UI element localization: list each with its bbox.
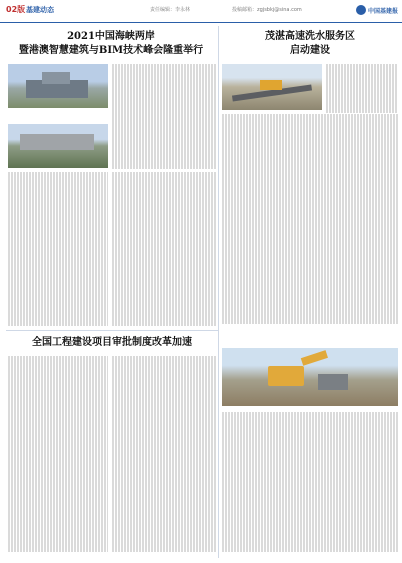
logo-mark-icon xyxy=(356,5,366,15)
right-title-line-2: 启动建设 xyxy=(290,45,330,56)
left-title-line-2: 暨港澳智慧建筑与BIM技术峰会隆重举行 xyxy=(18,45,204,56)
service-area-photo xyxy=(222,64,322,110)
page-header xyxy=(0,0,402,23)
right-col-c-text xyxy=(222,412,398,552)
left-col-c-text xyxy=(112,172,216,326)
summit-photo-2 xyxy=(8,124,108,168)
section-divider xyxy=(6,330,218,331)
bottom-article-title: 全国工程建设项目审批制度改革加速 xyxy=(32,337,192,348)
left-article-title xyxy=(6,30,216,58)
construction-machinery-photo xyxy=(222,348,398,406)
left-col-a-text xyxy=(112,64,216,169)
right-article-title xyxy=(222,30,398,58)
summit-photo-1 xyxy=(8,64,108,108)
page-number: 02版 xyxy=(6,5,26,14)
section-name: 基建动态 xyxy=(26,6,54,14)
bottom-col-b-text xyxy=(112,356,216,552)
right-title-line-1: 茂湛高速洗水服务区 xyxy=(265,31,355,42)
left-col-b-text xyxy=(8,172,108,326)
right-col-a-text xyxy=(326,64,398,113)
bottom-col-a-text xyxy=(8,356,108,552)
brand-name: 中国基建报 xyxy=(368,8,399,15)
right-col-b-text xyxy=(222,114,398,324)
email-line: 投稿邮箱：zgjsbkj@sina.com xyxy=(232,7,302,13)
editor-line: 责任编辑：李永林 xyxy=(150,7,191,13)
left-title-line-1: 2021中国海峡两岸 xyxy=(67,31,155,42)
column-divider xyxy=(218,26,219,558)
brand-logo xyxy=(356,3,399,19)
